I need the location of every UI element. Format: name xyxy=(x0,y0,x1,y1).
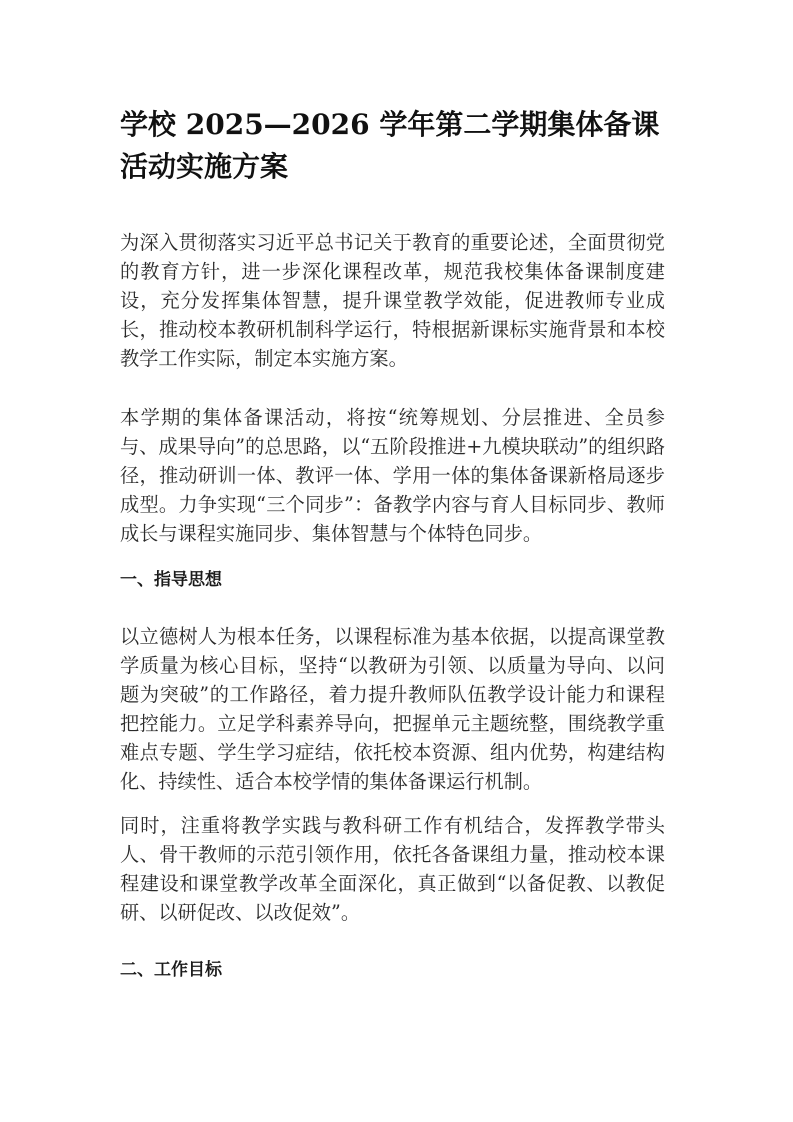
document-title: 学校 2025—2026 学年第二学期集体备课活动实施方案 xyxy=(120,108,660,183)
section-heading-guiding-ideology: 一、指导思想 xyxy=(120,570,222,590)
intro-paragraph-2: 本学期的集体备课活动，将按“统筹规划、分层推进、全员参与、成果导向”的总思路，以“五阶段推进+九模块联动”的组织路径，推动研训一体、教评一体、学用一体的集体备课新格局逐步成型。力争实现“三个同步”：备教学内容与育人目标同步、教师成长与课程实施同步、集体智慧与个体特色同步。 xyxy=(120,406,665,545)
section-heading-work-goals: 二、工作目标 xyxy=(120,960,222,980)
intro-paragraph-1: 为深入贯彻落实习近平总书记关于教育的重要论述，全面贯彻党的教育方针，进一步深化课程改革，规范我校集体备课制度建设，充分发挥集体智慧，提升课堂教学效能，促进教师专业成长，推动校本教研机制科学运行，特根据新课标实施背景和本校教学工作实际，制定本实施方案。 xyxy=(120,231,665,370)
guiding-ideology-paragraph-2: 同时，注重将教学实践与教科研工作有机结合，发挥教学带头人、骨干教师的示范引领作用，依托各备课组力量，推动校本课程建设和课堂教学改革全面深化，真正做到“以备促教、以教促研、以研促改、以改促效”。 xyxy=(120,814,665,924)
guiding-ideology-paragraph-1: 以立德树人为根本任务，以课程标准为基本依据，以提高课堂教学质量为核心目标，坚持“以教研为引领、以质量为导向、以问题为突破”的工作路径，着力提升教师队伍教学设计能力和课程把控能力。立足学科素养导向，把握单元主题统整，围绕教学重难点专题、学生学习症结，依托校本资源、组内优势，构建结构化、持续性、适合本校学情的集体备课运行机制。 xyxy=(120,625,665,793)
